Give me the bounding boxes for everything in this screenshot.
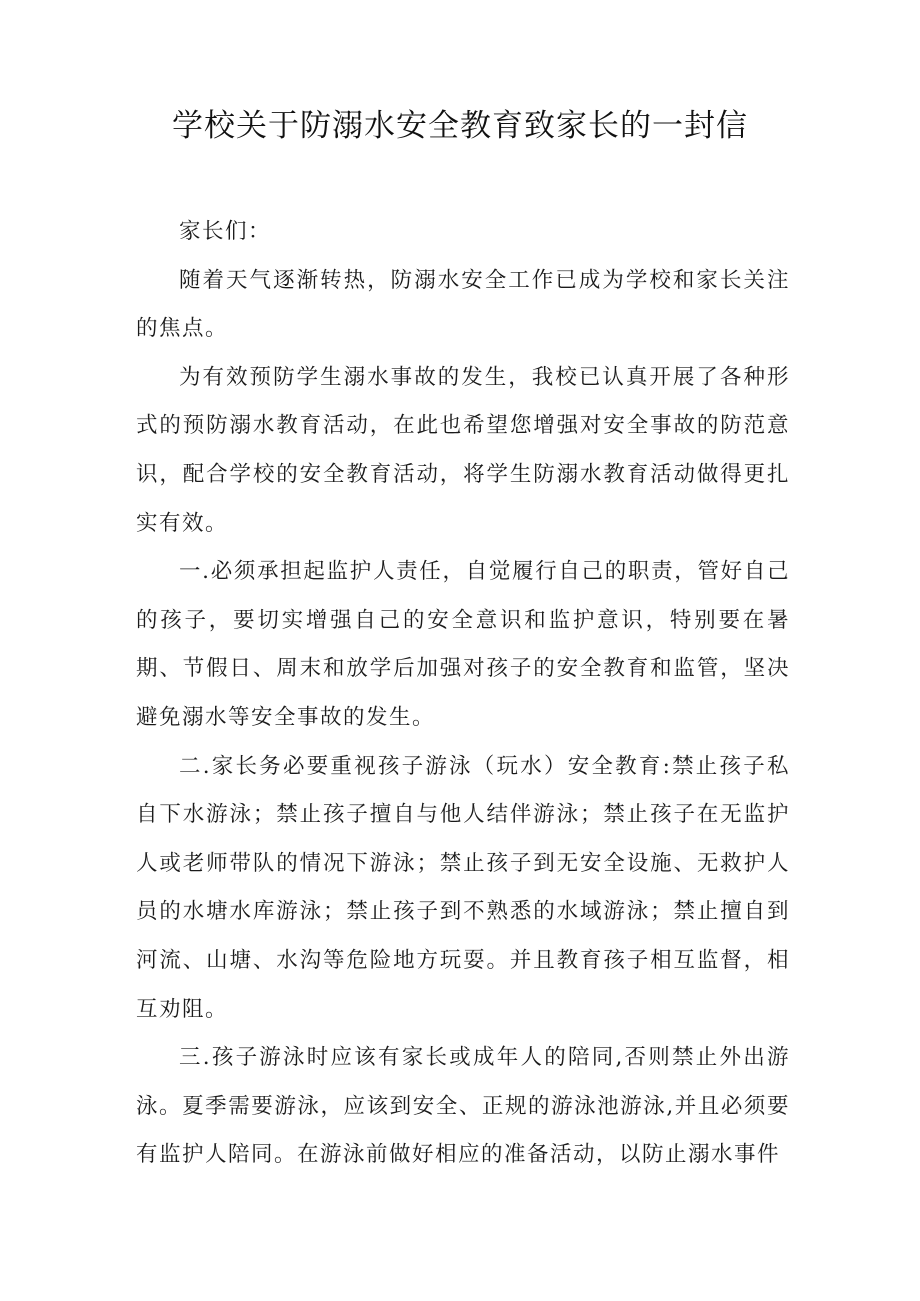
paragraph: 为有效预防学生溺水事故的发生，我校已认真开展了各种形式的预防溺水教育活动，在此也希望您增强对安全事故的防范意识，配合学校的安全教育活动，将学生防溺水教育活动做得更扎实有效。 — [136, 364, 790, 536]
paragraph: 随着天气逐渐转热，防溺水安全工作已成为学校和家长关注的焦点。 — [136, 267, 790, 342]
letter-body — [136, 208, 790, 1180]
paragraph: 三.孩子游泳时应该有家长或成年人的陪同,否则禁止外出游泳。夏季需要游泳，应该到安全、正规的游泳池游泳,并且必须要有监护人陪同。在游泳前做好相应的准备活动，以防止溺水事件 — [136, 1045, 790, 1168]
paragraph: 一.必须承担起监护人责任，自觉履行自己的职责，管好自己的孩子，要切实增强自己的安全意识和监护意识，特别要在暑期、节假日、周末和放学后加强对孩子的安全教育和监管，坚决避免溺水等安全事故的发生。 — [136, 559, 790, 730]
salutation: 家长们： — [179, 219, 272, 244]
paragraph: 二.家长务必要重视孩子游泳（玩水）安全教育:禁止孩子私自下水游泳；禁止孩子擅自与他人结伴游泳；禁止孩子在无监护人或老师带队的情况下游泳；禁止孩子到无安全设施、无救护人员的水塘水库游泳；禁止孩子到不熟悉的水域游泳；禁止擅自到河流、山塘、水沟等危险地方玩耍。并且教育孩子相互监督，相互劝阻。 — [136, 753, 790, 1022]
document-title: 学校关于防溺水安全教育致家长的一封信 — [172, 108, 748, 144]
